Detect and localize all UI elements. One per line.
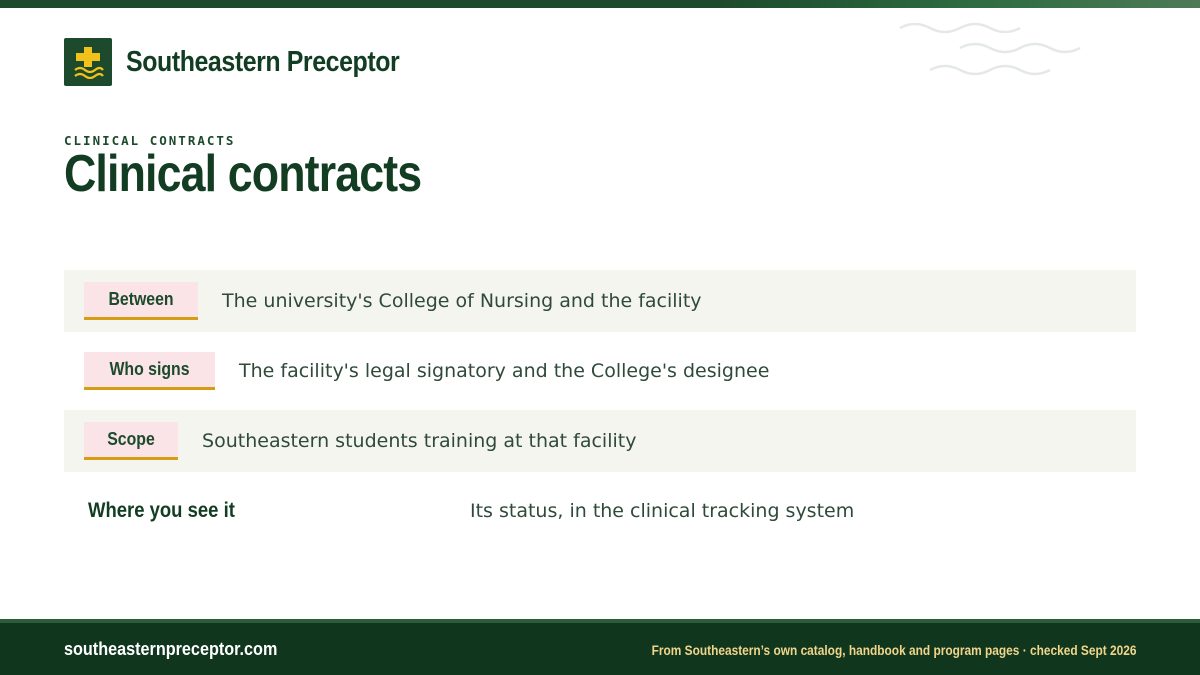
- info-row-who-signs: [64, 340, 1136, 402]
- footer-source-note: From Southeastern’s own catalog, handbook and program pages · checked Sept 2026: [651, 642, 1136, 658]
- row-label: Where you see it: [88, 499, 235, 522]
- row-value: The facility's legal signatory and the College's designee: [239, 360, 770, 382]
- waves-decoration-icon: [895, 14, 1095, 84]
- info-row-where-you-see-it: [64, 480, 1136, 542]
- footer: [0, 619, 1200, 675]
- row-value: Southeastern students training at that facility: [202, 430, 637, 452]
- row-label-tag: Scope: [84, 422, 178, 460]
- brand[interactable]: [64, 38, 444, 86]
- page-title: Clinical contracts: [64, 145, 422, 203]
- footer-site-link[interactable]: southeasternpreceptor.com: [64, 639, 278, 659]
- info-row-between: [64, 270, 1136, 332]
- row-value: The university's College of Nursing and the facility: [222, 290, 702, 312]
- row-label-tag: Between: [84, 282, 198, 320]
- section-eyebrow: CLINICAL CONTRACTS: [64, 133, 236, 148]
- row-label-tag: Who signs: [84, 352, 215, 390]
- row-value: Its status, in the clinical tracking system: [470, 500, 855, 522]
- cross-waves-icon: [64, 38, 112, 86]
- info-row-scope: [64, 410, 1136, 472]
- brand-name: Southeastern Preceptor: [126, 45, 400, 78]
- top-accent-bar: [0, 0, 1200, 8]
